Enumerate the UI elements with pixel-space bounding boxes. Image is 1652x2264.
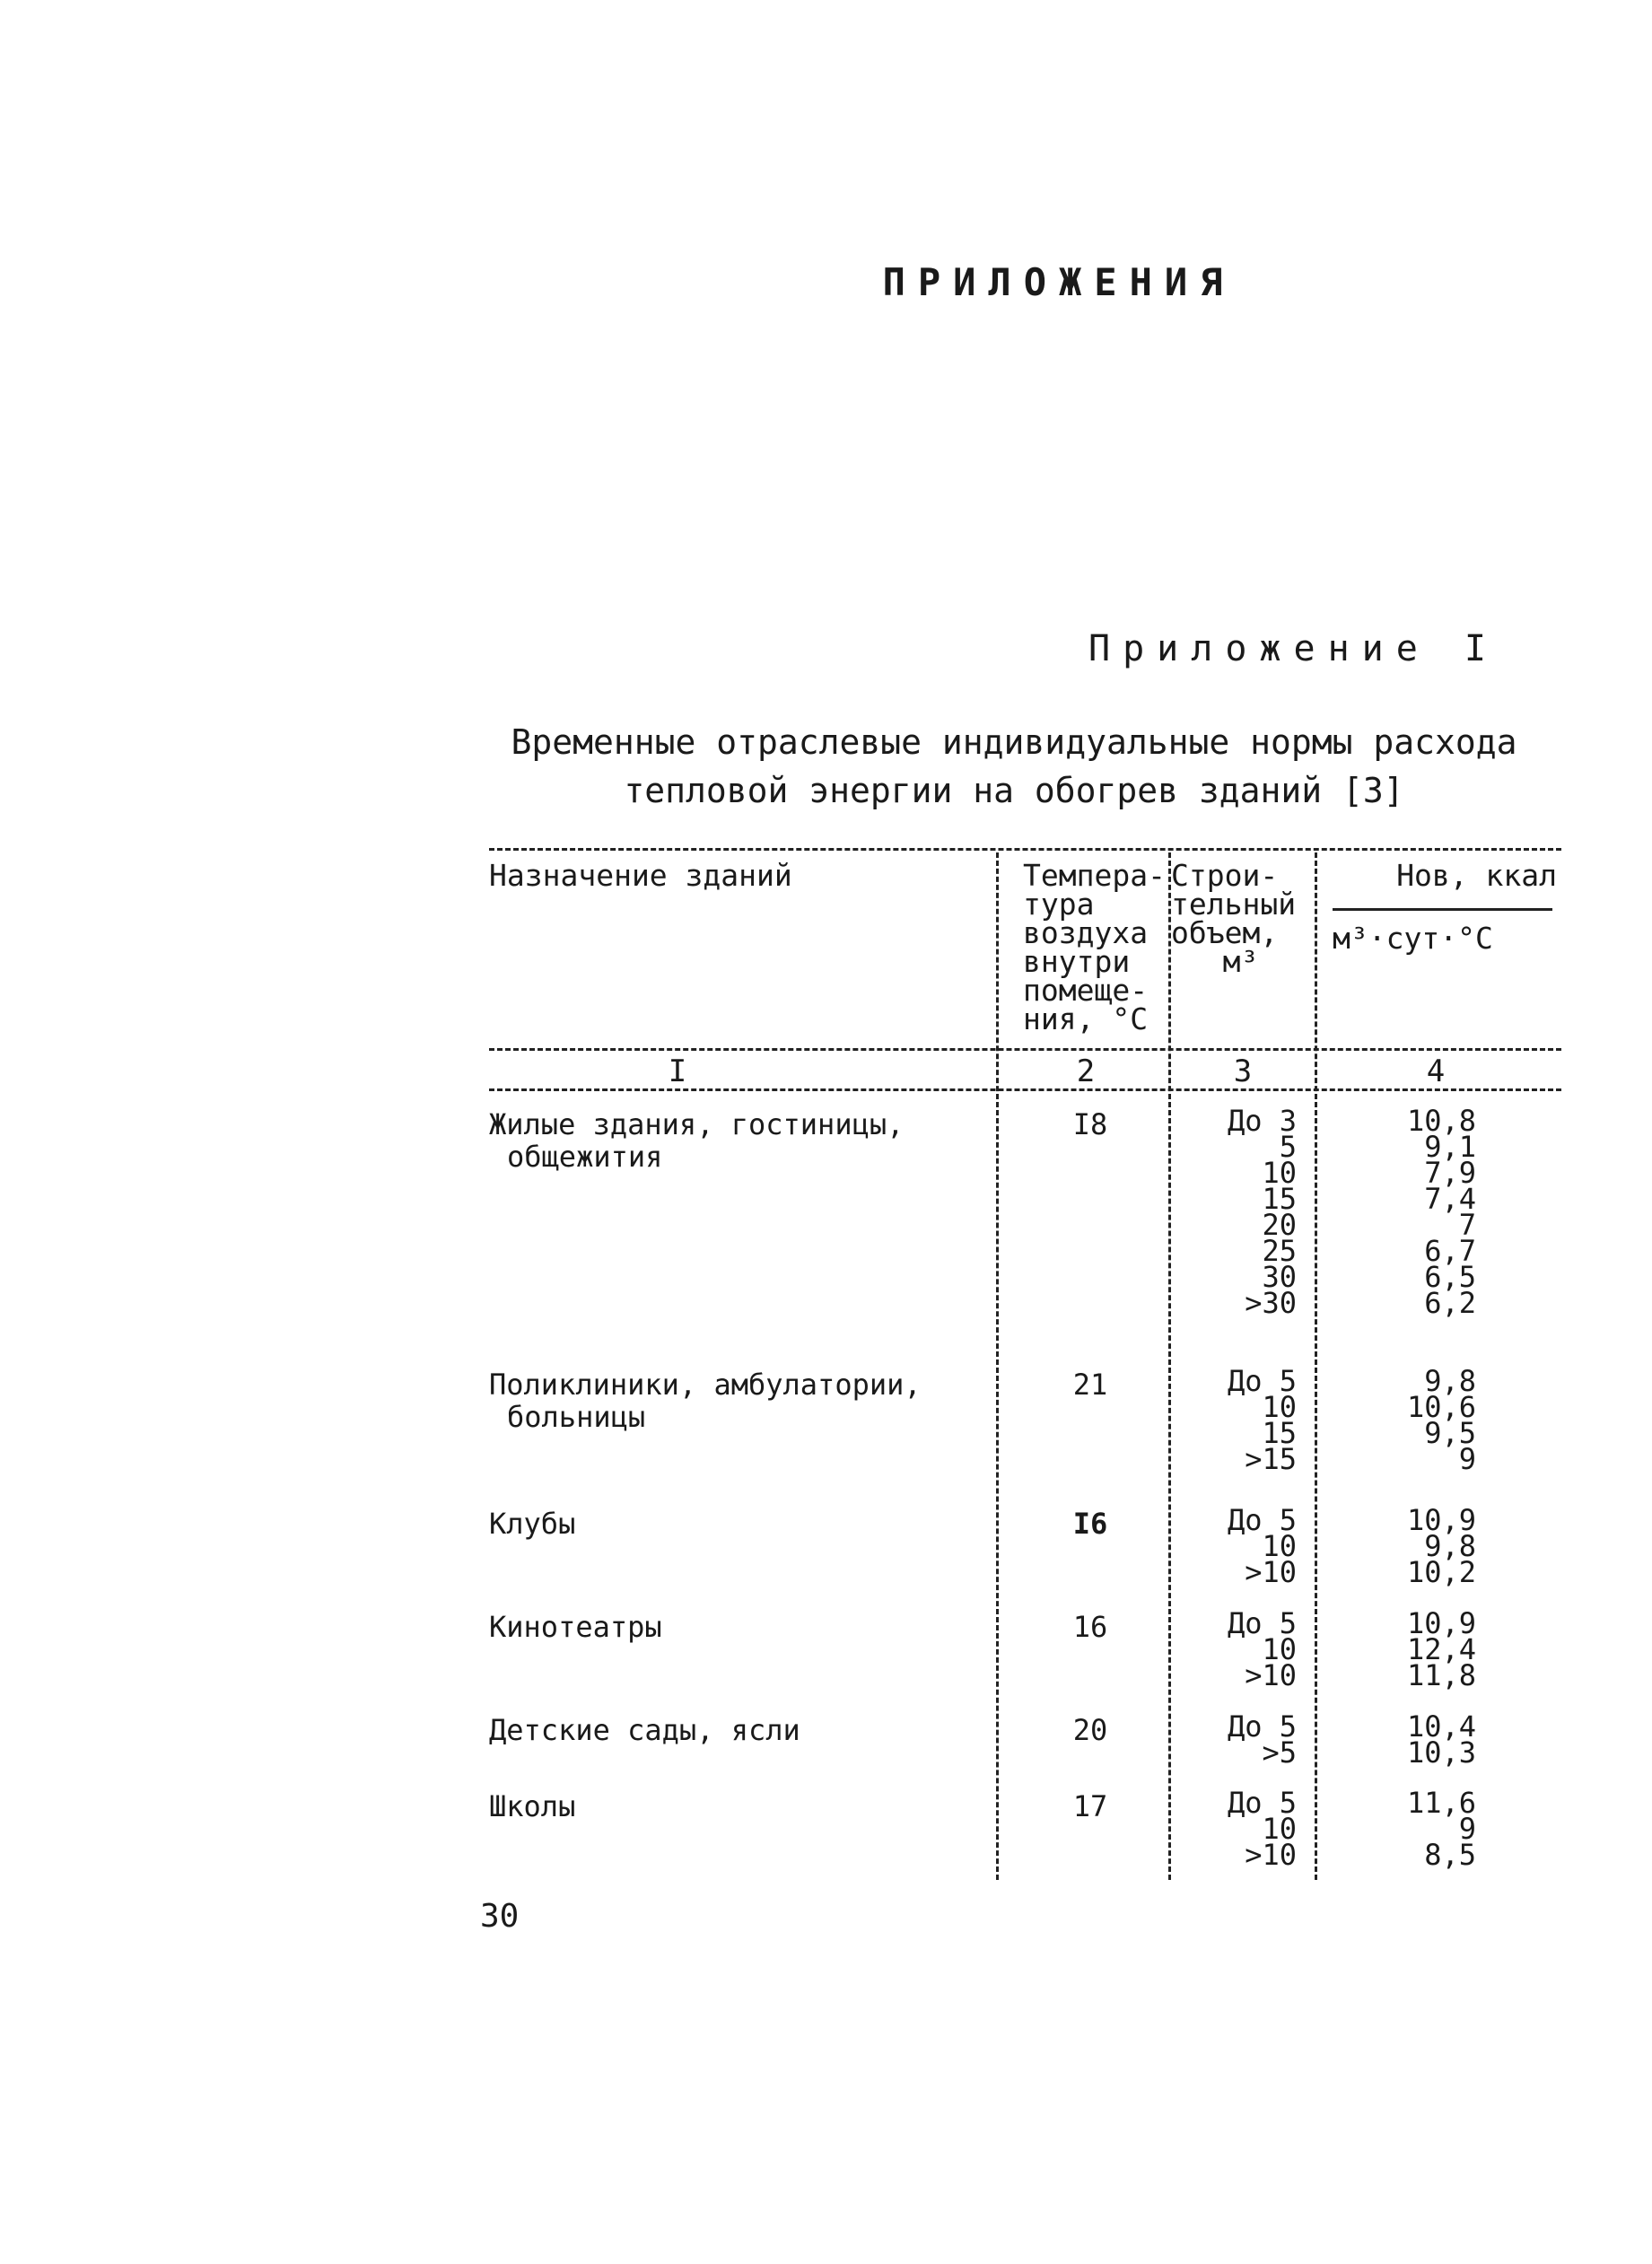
table-row-4-norms: 10,9 12,4 11,8 [1406, 1606, 1476, 1692]
column-divider-1 [996, 852, 999, 1880]
table-row-6-volumes: До 5 10 >10 [1227, 1786, 1297, 1872]
table-row-2-norms: 9,8 10,6 9,5 9 [1406, 1364, 1476, 1476]
column-number-1: I [668, 1053, 687, 1089]
table-row-5-purpose: Детские сады, ясли [489, 1713, 800, 1747]
header-purpose: Назначение зданий [489, 858, 792, 893]
page-number: 30 [480, 1898, 520, 1935]
table-row-2-temperature: 21 [1072, 1368, 1108, 1402]
header-bottom-rule [489, 1048, 1561, 1051]
norm-fraction-bar [1333, 908, 1552, 911]
header-temperature: Темпера- тура воздуха внутри помеще- ния, °С [1023, 858, 1166, 1036]
table-row-5-temperature: 20 [1072, 1713, 1108, 1747]
table-row-4-temperature: 16 [1072, 1610, 1108, 1644]
table-row-3-temperature: I6 [1072, 1507, 1108, 1541]
table-row-2-purpose: Поликлиники, амбулатории, больницы [489, 1368, 922, 1434]
table-title-line-1: Временные отраслевые индивидуальные нормы расхода [511, 722, 1517, 762]
table-row-1-temperature: I8 [1072, 1107, 1108, 1141]
table-row-6-temperature: 17 [1072, 1789, 1108, 1823]
table-row-1-norms: 10,8 9,1 7,9 7,4 7 6,7 6,5 6,2 [1406, 1104, 1476, 1320]
column-number-rule [489, 1088, 1561, 1091]
table-row-2-volumes: До 5 10 15 >15 [1227, 1364, 1297, 1476]
table-top-rule [489, 848, 1561, 851]
section-title: ПРИЛОЖЕНИЯ [882, 260, 1236, 304]
table-row-5-norms: 10,4 10,3 [1406, 1709, 1476, 1770]
table-title [485, 718, 1543, 815]
table-row-4-purpose: Кинотеатры [489, 1610, 662, 1644]
table-row-3-purpose: Клубы [489, 1507, 576, 1541]
appendix-label: Приложение I [1088, 628, 1499, 669]
column-number-3: 3 [1233, 1053, 1253, 1089]
header-norm-bottom: м³·сут·°С [1333, 921, 1493, 956]
table-row-3-volumes: До 5 10 >10 [1227, 1503, 1297, 1589]
table-row-6-norms: 11,6 9 8,5 [1406, 1786, 1476, 1872]
table-row-6-purpose: Школы [489, 1789, 576, 1823]
table-row-3-norms: 10,9 9,8 10,2 [1406, 1503, 1476, 1589]
table-title-line-2: тепловой энергии на обогрев зданий [3] [624, 771, 1404, 810]
table-row-5-volumes: До 5 >5 [1227, 1709, 1297, 1770]
table-row-1-purpose: Жилые здания, гостиницы, общежития [489, 1107, 905, 1174]
column-divider-3 [1315, 852, 1317, 1880]
column-number-4: 4 [1426, 1053, 1446, 1089]
table-row-4-volumes: До 5 10 >10 [1227, 1606, 1297, 1692]
header-volume: Строи- тельный объем, м³ [1171, 858, 1297, 979]
column-number-2: 2 [1076, 1053, 1096, 1089]
table-row-1-volumes: До 3 5 10 15 20 25 30 >30 [1227, 1104, 1297, 1320]
header-norm-top: Нов, ккал [1396, 858, 1557, 893]
